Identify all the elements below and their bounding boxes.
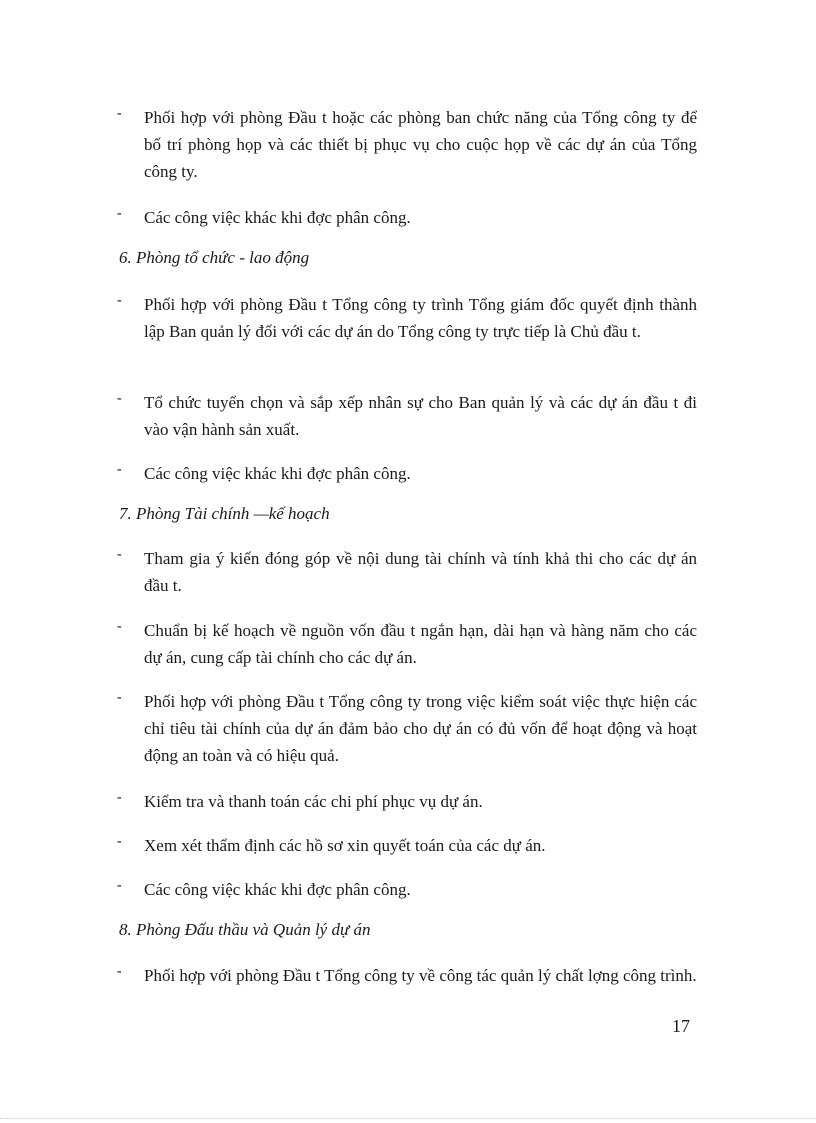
bullet-marker: -: [117, 790, 122, 805]
bullet-marker: -: [117, 834, 122, 849]
list-item-text: Các công việc khác khi đợc phân công.: [144, 880, 411, 899]
list-item-text: Kiểm tra và thanh toán các chi phí phục vụ dự án.: [144, 792, 483, 811]
list-item: [117, 389, 697, 443]
bullet-marker: -: [117, 462, 122, 477]
bullet-marker: -: [117, 293, 122, 308]
list-item: [117, 291, 697, 345]
bullet-marker: -: [117, 690, 122, 705]
bullet-marker: -: [117, 878, 122, 893]
list-item-text: Các công việc khác khi đợc phân công.: [144, 208, 411, 227]
list-item: [117, 788, 697, 815]
list-item-text: Phối hợp với phòng Đầu t Tổng công ty về công tác quản lý chất lợng công trình.: [144, 966, 697, 985]
section-heading: 8. Phòng Đấu thầu và Quản lý dự án: [119, 920, 371, 939]
list-item-text: Phối hợp với phòng Đầu t Tổng công ty trình Tổng giám đốc quyết định thành lập Ban quản lý đối với các dự án do Tổng công ty trực tiếp là Chủ đầu t.: [144, 295, 697, 341]
list-item: [117, 460, 697, 487]
list-item: [117, 688, 697, 769]
list-item: [117, 962, 697, 989]
bullet-marker: -: [117, 391, 122, 406]
list-item-text: Tổ chức tuyển chọn và sắp xếp nhân sự cho Ban quản lý và các dự án đầu t đi vào vận hành sản xuất.: [144, 393, 697, 439]
list-item-text: Các công việc khác khi đợc phân công.: [144, 464, 411, 483]
list-item: [117, 204, 697, 231]
bullet-marker: -: [117, 547, 122, 562]
list-item-text: Xem xét thẩm định các hồ sơ xin quyết toán của các dự án.: [144, 836, 546, 855]
list-item: [117, 832, 697, 859]
bullet-marker: -: [117, 619, 122, 634]
section-heading: 7. Phòng Tài chính —kế hoạch: [119, 504, 330, 523]
list-item-text: Tham gia ý kiến đóng góp về nội dung tài chính và tính khả thi cho các dự án đầu t.: [144, 549, 697, 595]
section-heading: 6. Phòng tổ chức - lao động: [119, 248, 310, 267]
bullet-marker: -: [117, 964, 122, 979]
list-item: [117, 617, 697, 671]
list-item-text: Phối hợp với phòng Đầu t Tổng công ty trong việc kiểm soát việc thực hiện các chỉ tiêu tài chính của dự án đảm bảo cho dự án có đủ vốn để hoạt động và hoạt động an toàn và có hiệu quả.: [144, 692, 697, 765]
bullet-marker: -: [117, 206, 122, 221]
list-item-text: Chuẩn bị kế hoạch về nguồn vốn đầu t ngắn hạn, dài hạn và hàng năm cho các dự án, cung cấp tài chính cho các dự án.: [144, 621, 697, 667]
list-item: [117, 876, 697, 903]
list-item: [117, 545, 697, 599]
footer-divider: [0, 1118, 816, 1119]
list-item-text: Phối hợp với phòng Đầu t hoặc các phòng ban chức năng của Tổng công ty để bố trí phòng họp và các thiết bị phục vụ cho cuộc họp về các dự án của Tổng công ty.: [144, 108, 697, 181]
list-item: [117, 104, 697, 185]
bullet-marker: -: [117, 106, 122, 121]
page-number: 17: [672, 1016, 690, 1036]
